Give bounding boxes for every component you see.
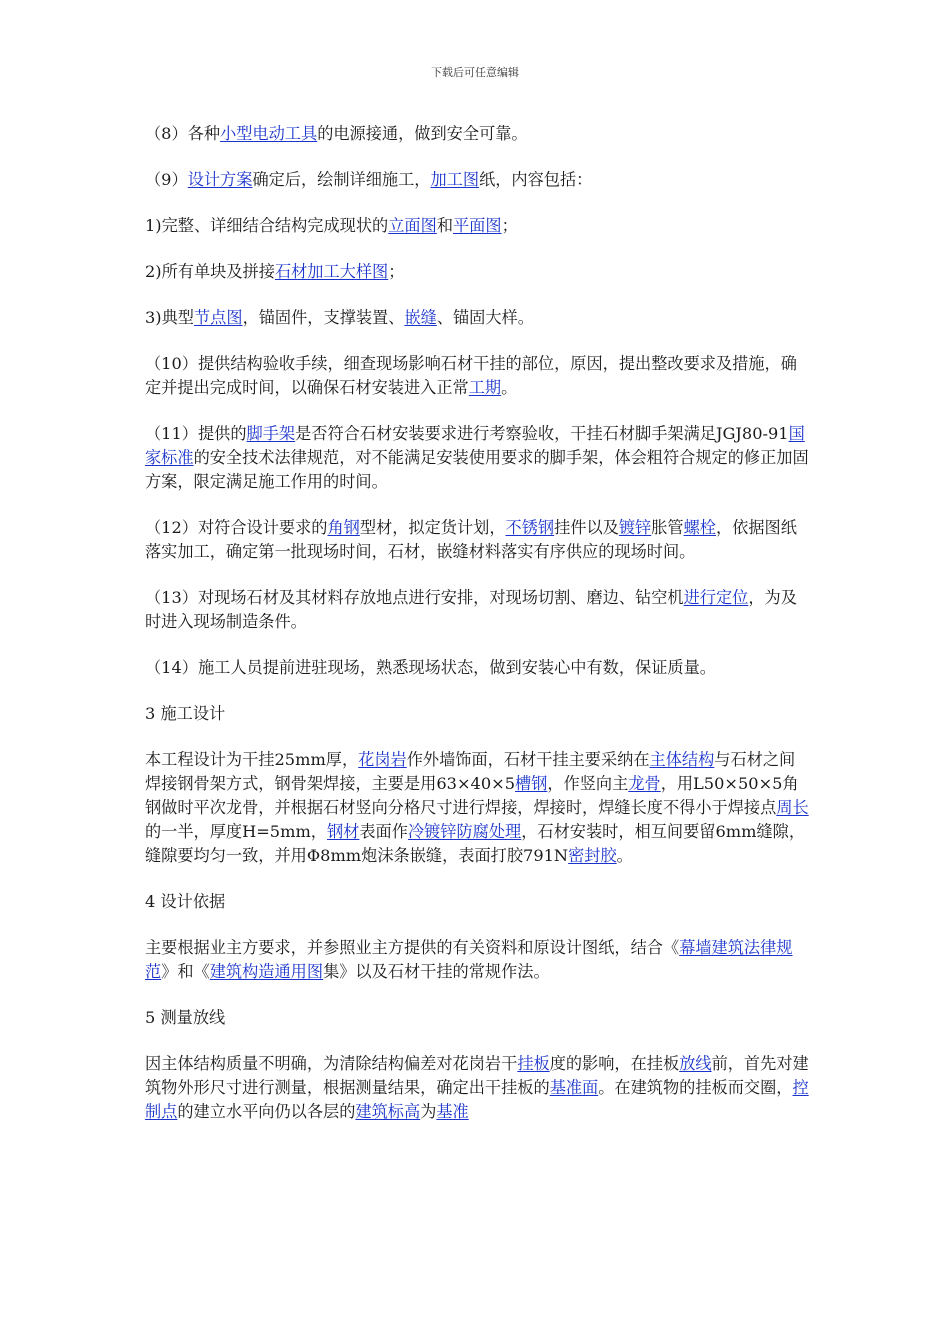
text-span: 度的影响，在挂板 [549, 1054, 680, 1073]
text-span: ，依据图纸落实加工，确定第一批现场时间，石材，嵌缝材料落实有序供应的现场时间。 [145, 518, 797, 561]
text-span: 表面作 [359, 822, 408, 841]
inline-link[interactable]: 节点图 [194, 308, 243, 327]
inline-link[interactable]: 螺栓 [683, 518, 716, 537]
page-header: 下载后可任意编辑 [431, 66, 519, 79]
inline-link[interactable]: 龙骨 [628, 774, 661, 793]
paragraph [145, 516, 810, 564]
text-span: 确定后，绘制详细施工， [252, 170, 431, 189]
inline-link[interactable]: 槽钢 [515, 774, 548, 793]
section-heading [145, 890, 810, 914]
section-heading [145, 702, 810, 726]
text-span: 纸，内容包括： [479, 170, 593, 189]
inline-link[interactable]: 小型电动工具 [220, 124, 318, 143]
inline-link[interactable]: 挂板 [517, 1054, 550, 1073]
inline-link[interactable]: 建筑标高 [355, 1102, 421, 1121]
text-span: 。 [501, 378, 518, 397]
inline-link[interactable]: 幕墙建筑法律规范 [145, 938, 793, 981]
inline-link[interactable]: 工期 [468, 378, 502, 397]
inline-link[interactable]: 镀锌 [618, 518, 652, 537]
text-span: ，锚固件，支撑装置、 [242, 308, 405, 327]
inline-link[interactable]: 主体结构 [649, 750, 715, 769]
text-span: 。在建筑物的挂板而交圈， [598, 1078, 793, 1097]
paragraph [145, 656, 810, 680]
text-span: 胀管 [651, 518, 684, 537]
text-span: 为 [420, 1102, 437, 1121]
inline-link[interactable]: 石材加工大样图 [274, 262, 389, 281]
inline-link[interactable]: 加工图 [430, 170, 480, 189]
text-span: 1)完整、详细结合结构完成现状的 [145, 216, 389, 235]
text-span: ； [501, 216, 518, 235]
inline-link[interactable]: 设计方案 [187, 170, 253, 189]
paragraph [145, 1052, 810, 1124]
text-span: （9） [145, 170, 188, 189]
paragraph [145, 352, 810, 400]
inline-link[interactable]: 平面图 [453, 216, 502, 235]
text-span: 5 测量放线 [145, 1008, 226, 1027]
text-span: 、锚固大样。 [436, 308, 534, 327]
paragraph [145, 586, 810, 634]
paragraph [145, 214, 810, 238]
text-span: ，用L50×50×5角钢做时平次龙骨，并根据石材竖向分格尺寸进行焊接，焊接时，焊缝长度不得小于焊接点 [145, 774, 799, 817]
document-body [145, 122, 810, 1146]
text-span: 的建立水平向仍以各层的 [177, 1102, 356, 1121]
inline-link[interactable]: 进行定位 [683, 588, 749, 607]
section-heading [145, 1006, 810, 1030]
inline-link[interactable]: 脚手架 [246, 424, 296, 443]
text-span: ，作竖向主 [547, 774, 629, 793]
text-span: 》和《 [161, 962, 210, 981]
paragraph [145, 306, 810, 330]
text-span: 3)典型 [145, 308, 194, 327]
text-span: 前，首先对建筑物外形尺寸进行测量，根据测量结果，确定出干挂板的 [145, 1054, 809, 1097]
inline-link[interactable]: 放线 [679, 1054, 712, 1073]
text-span: 是否符合石材安装要求进行考察验收，干挂石材脚手架满足JGJ80-91 [295, 424, 789, 443]
text-span: 作外墙饰面，石材干挂主要采纳在 [406, 750, 650, 769]
text-span: 型材，拟定货计划， [359, 518, 506, 537]
text-span: 。 [616, 846, 633, 865]
text-span: 4 设计依据 [145, 892, 226, 911]
inline-link[interactable]: 立面图 [388, 216, 437, 235]
text-span: （13）对现场石材及其材料存放地点进行安排，对现场切割、磨边、钻空机 [145, 588, 684, 607]
text-span: （14）施工人员提前进驻现场，熟悉现场状态，做到安装心中有数，保证质量。 [145, 658, 716, 677]
inline-link[interactable]: 基准面 [549, 1078, 599, 1097]
inline-link[interactable]: 角钢 [327, 518, 360, 537]
text-span: 集》以及石材干挂的常规作法。 [323, 962, 550, 981]
text-span: ，石材安装时，相互间要留6mm缝隙，缝隙要均匀一致，并用Φ8mm炮沫条嵌缝，表面打胶791N [145, 822, 806, 865]
text-span: 因主体结构质量不明确，为清除结构偏差对花岗岩干 [145, 1054, 518, 1073]
text-span: 的安全技术法律规范，对不能满足安装使用要求的脚手架，体会粗符合规定的修正加固方案，限定满足施工作用的时间。 [145, 448, 809, 491]
inline-link[interactable]: 不锈钢 [505, 518, 555, 537]
inline-link[interactable]: 周长 [776, 798, 809, 817]
text-span: （10）提供结构验收手续，细查现场影响石材干挂的部位，原因，提出整改要求及措施，确定并提出完成时间，以确保石材安装进入正常 [145, 354, 797, 397]
text-span: 2)所有单块及拼接 [145, 262, 275, 281]
inline-link[interactable]: 嵌缝 [404, 308, 437, 327]
inline-link[interactable]: 建筑构造通用图 [209, 962, 324, 981]
text-span: 挂件以及 [554, 518, 619, 537]
inline-link[interactable]: 钢材 [327, 822, 360, 841]
text-span: 和 [436, 216, 453, 235]
paragraph [145, 168, 810, 192]
inline-link[interactable]: 国家标准 [145, 424, 805, 467]
paragraph [145, 936, 810, 984]
inline-link[interactable]: 花岗岩 [358, 750, 407, 769]
text-span: 的一半，厚度H=5mm， [145, 822, 327, 841]
inline-link[interactable]: 冷镀锌防腐处理 [407, 822, 522, 841]
paragraph [145, 748, 810, 868]
text-span: （12）对符合设计要求的 [145, 518, 328, 537]
text-span: （8）各种 [145, 124, 221, 143]
text-span: 的电源接通，做到安全可靠。 [317, 124, 528, 143]
text-span: （11）提供的 [145, 424, 247, 443]
text-span: ，为及时进入现场制造条件。 [145, 588, 797, 631]
text-span: 本工程设计为干挂25mm厚， [145, 750, 359, 769]
text-span: ； [388, 262, 405, 281]
text-span: 与石材之间焊接钢骨架方式，钢骨架焊接，主要是用63×40×5 [145, 750, 796, 793]
paragraph [145, 122, 810, 146]
paragraph [145, 422, 810, 494]
inline-link[interactable]: 基准 [436, 1102, 469, 1121]
text-span: 3 施工设计 [145, 704, 226, 723]
inline-link[interactable]: 控制点 [145, 1078, 809, 1121]
paragraph [145, 260, 810, 284]
text-span: 主要根据业主方要求，并参照业主方提供的有关资料和原设计图纸，结合《 [145, 938, 680, 957]
inline-link[interactable]: 密封胶 [568, 846, 617, 865]
